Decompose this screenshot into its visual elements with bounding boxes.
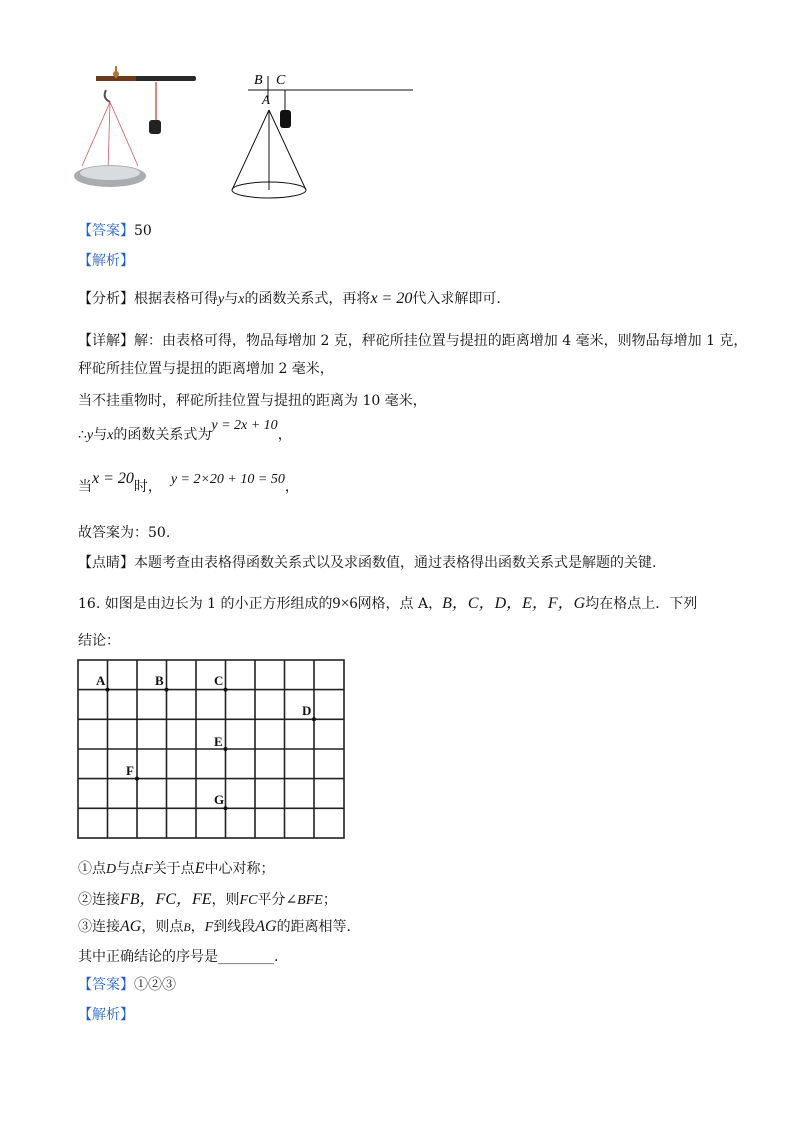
text: 当 [78,479,92,495]
text: 均在格点上．下列 [585,596,698,612]
grid-label-a: A [96,673,106,688]
text: ，则点 [141,919,184,935]
text: 平分 [257,892,286,908]
label-b: B [254,73,263,88]
text: ； [322,892,337,908]
var-d: D [106,862,117,877]
text: ， [190,919,205,935]
text: 与点 [116,861,145,877]
text: 与 [93,427,108,443]
xiangjie-line6: 故答案为：50. [78,525,171,541]
xiangjie-line5 [78,470,299,496]
grid-label-c: C [214,673,224,688]
conclusion-2 [78,886,337,909]
text: 到线段 [213,919,256,935]
points: B，C，D，E，F，G [442,595,586,612]
expr: AG [120,918,142,935]
expr: y = 2x + 10 [211,418,278,433]
xiangjie-line4 [78,418,292,444]
var-x: x [107,428,114,443]
xiangjie-tag: 【详解】 [78,333,134,349]
steelyard-photo [72,66,212,194]
xiangjie-text: 解：由表格可得，物品每增加 2 克，秤砣所挂位置与提扭的距离增加 4 毫米，则物品每增加 1 克， [134,333,748,349]
analysis-tag: 【解析】 [78,1007,134,1023]
text: 的函数关系式为 [113,427,212,443]
label-c: C [276,73,286,88]
q16-line2: 结论： [78,633,120,649]
var-e: E [194,860,205,877]
text: ， [277,427,292,443]
text: 关于点 [152,861,195,877]
text: 时， [133,479,162,495]
fenxi-line [78,288,501,308]
fenxi-text: 与 [224,291,239,307]
grid-label-e: E [214,734,223,749]
expr: FC [239,893,258,908]
text: ③连接 [78,919,120,935]
expr: FB，FC，FE [120,891,212,908]
answer-tag: 【答案】 [78,223,134,239]
therefore: ∴ [78,427,87,443]
var-f: F [144,862,153,877]
text: ①点 [78,861,106,877]
var-b: B [183,920,191,934]
text: 的距离相等. [276,919,352,935]
text: 网格，点 A， [357,596,443,612]
steelyard-diagram [228,70,418,200]
grid-label-b: B [155,673,164,688]
analysis-tag: 【解析】 [78,253,134,269]
text: ，则 [211,892,240,908]
expr: ∠BFE [285,893,323,908]
conclusion-3 [78,916,351,936]
answer-value: 50 [134,223,152,239]
xiangjie-line3: 当不挂重物时，秤砣所挂位置与提扭的距离为 10 毫米， [78,393,427,409]
label-a: A [262,92,270,107]
expr: AG [255,918,277,935]
answer-16 [78,974,176,994]
conclusion-1 [78,858,274,878]
fenxi-text: 代入求解即可. [412,291,501,307]
expr: 9×6 [332,595,358,612]
dianjing-text: 本题考查由表格得函数关系式以及求函数值，通过表格得出函数关系式是解题的关键. [134,555,657,571]
answer-15 [78,220,152,240]
dianjing-tag: 【点睛】 [78,555,134,571]
text: ②连接 [78,892,120,908]
var-y: y [218,292,225,307]
q16-ask: 其中正确结论的序号是________. [78,949,279,965]
fenxi-tag: 【分析】 [78,291,134,307]
dianjing-line [78,552,656,572]
xiangjie-line2: 秤砣所挂位置与提扭的距离增加 2 毫米， [78,361,334,377]
var-y: y [86,428,94,443]
grid-figure [76,658,348,842]
var-x: x [238,292,245,307]
text: 16. 如图是由边长为 1 的小正方形组成的 [78,596,333,612]
q16-line1 [78,590,697,613]
text: 中心对称； [204,861,275,877]
grid-label-f: F [126,763,134,778]
expr: x = 20 [370,290,413,307]
grid-label-d: D [302,703,312,718]
expr: y = 2×20 + 10 = 50 [170,472,285,487]
grid-label-g: G [214,792,225,807]
fenxi-text: 根据表格可得 [134,291,218,307]
text: ， [284,479,299,495]
xiangjie-line1 [78,330,747,350]
var-f: F [204,920,214,935]
expr: x = 20 [92,470,134,487]
fenxi-text: 的函数关系式，再将 [244,291,371,307]
answer-value: ①②③ [134,977,176,993]
answer-tag: 【答案】 [78,977,134,993]
